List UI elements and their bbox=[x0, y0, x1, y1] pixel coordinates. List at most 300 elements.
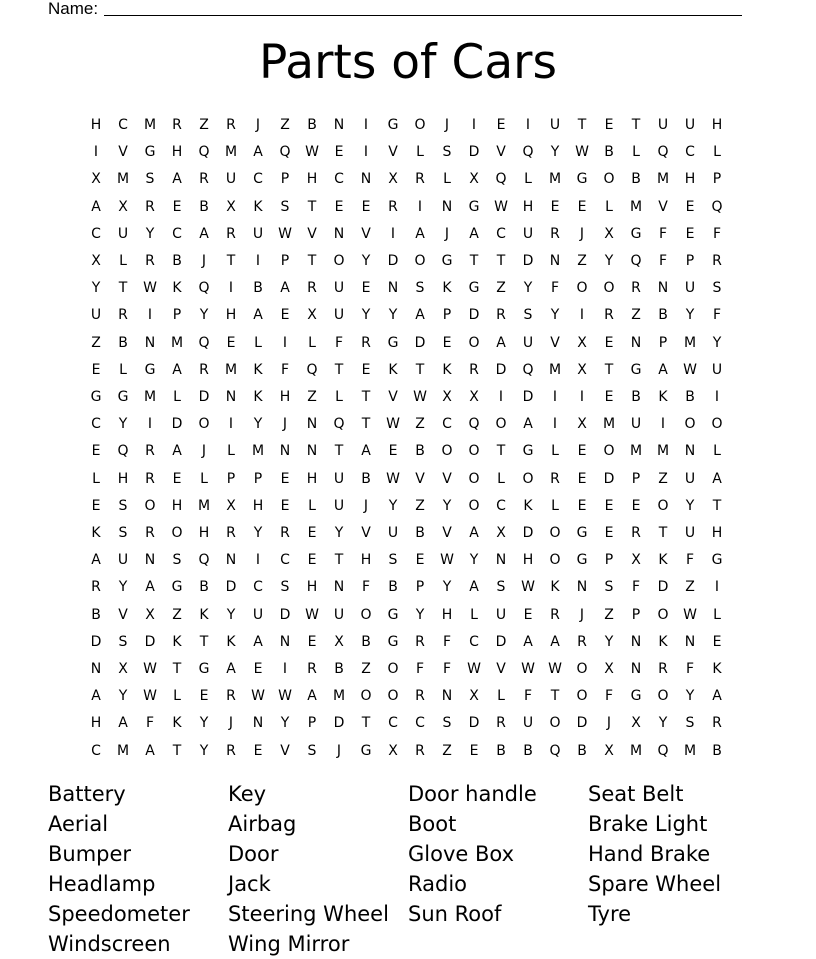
grid-letter: F bbox=[631, 579, 641, 596]
grid-letter: Y bbox=[604, 633, 614, 650]
grid-letter: M bbox=[143, 389, 157, 405]
grid-letter: A bbox=[226, 661, 236, 677]
grid-letter: H bbox=[90, 117, 102, 133]
grid-letter: Q bbox=[333, 416, 345, 433]
grid-letter: Y bbox=[253, 416, 263, 433]
grid-letter: M bbox=[629, 443, 643, 460]
grid-letter: M bbox=[629, 742, 643, 759]
grid-letter: A bbox=[91, 552, 101, 569]
grid-letter: Z bbox=[685, 579, 695, 596]
grid-letter: M bbox=[197, 497, 211, 514]
grid-letter: R bbox=[361, 334, 371, 351]
word-column bbox=[228, 779, 408, 959]
grid-letter: C bbox=[496, 225, 506, 242]
grid-letter: K bbox=[226, 633, 236, 650]
grid-letter: D bbox=[333, 715, 345, 732]
grid-letter: E bbox=[280, 307, 290, 324]
grid-letter: Q bbox=[198, 280, 210, 297]
grid-letter: S bbox=[307, 742, 317, 759]
grid-letter: M bbox=[683, 742, 697, 759]
grid-letter: L bbox=[632, 144, 640, 161]
grid-letter: E bbox=[91, 361, 101, 378]
grid-letter: E bbox=[91, 497, 101, 514]
grid-letter: D bbox=[468, 715, 480, 732]
grid-letter: P bbox=[685, 253, 695, 269]
grid-letter: G bbox=[630, 361, 642, 378]
grid-letter: X bbox=[469, 171, 479, 188]
grid-letter: I bbox=[390, 225, 396, 242]
grid-letter: U bbox=[549, 117, 561, 133]
grid-letter: U bbox=[117, 225, 129, 242]
grid-letter: N bbox=[306, 416, 318, 433]
grid-letter: B bbox=[91, 606, 101, 623]
grid-letter: J bbox=[579, 225, 585, 242]
grid-letter: B bbox=[496, 742, 506, 759]
grid-letter: I bbox=[255, 253, 261, 269]
grid-letter: N bbox=[684, 443, 696, 460]
grid-letter: Y bbox=[361, 307, 371, 324]
grid-letter: M bbox=[143, 117, 157, 133]
grid-letter: A bbox=[712, 688, 722, 705]
grid-letter: M bbox=[170, 334, 184, 351]
grid-letter: B bbox=[685, 389, 695, 405]
grid-letter: E bbox=[523, 606, 533, 623]
grid-letter: Y bbox=[91, 280, 101, 297]
grid-letter: W bbox=[143, 688, 157, 705]
grid-letter: A bbox=[145, 742, 155, 759]
grid-letter: O bbox=[360, 688, 372, 705]
grid-letter: L bbox=[308, 334, 316, 351]
grid-letter: A bbox=[523, 633, 533, 650]
grid-letter: E bbox=[604, 334, 614, 351]
grid-letter: N bbox=[549, 253, 561, 269]
grid-letter: Y bbox=[712, 334, 722, 351]
grid-letter: K bbox=[658, 633, 668, 650]
grid-letter: F bbox=[685, 661, 695, 677]
grid-letter: H bbox=[441, 606, 453, 623]
grid-letter: A bbox=[469, 225, 479, 242]
grid-letter: N bbox=[630, 334, 642, 351]
grid-letter: A bbox=[253, 144, 263, 161]
grid-letter: E bbox=[172, 470, 182, 487]
grid-letter: I bbox=[552, 416, 558, 433]
grid-letter: M bbox=[332, 688, 346, 705]
grid-letter: D bbox=[387, 253, 399, 269]
grid-letter: K bbox=[253, 361, 263, 378]
grid-letter: Q bbox=[549, 742, 561, 759]
grid-letter: F bbox=[361, 579, 371, 596]
grid-letter: R bbox=[307, 280, 317, 297]
grid-letter: H bbox=[306, 470, 318, 487]
grid-letter: I bbox=[579, 389, 585, 405]
grid-letter: Y bbox=[253, 525, 263, 541]
grid-letter: R bbox=[712, 253, 722, 269]
grid-letter: B bbox=[199, 198, 209, 215]
grid-letter: L bbox=[713, 443, 721, 460]
grid-letter: D bbox=[522, 389, 534, 405]
grid-letter: F bbox=[442, 661, 452, 677]
grid-letter: B bbox=[199, 579, 209, 596]
grid-letter: Y bbox=[199, 715, 209, 732]
grid-letter: W bbox=[521, 661, 535, 677]
grid-letter: S bbox=[712, 280, 722, 297]
grid-letter: A bbox=[172, 171, 182, 188]
grid-letter: T bbox=[172, 742, 182, 759]
grid-letter: Q bbox=[657, 144, 669, 161]
grid-letter: C bbox=[118, 117, 128, 133]
grid-letter: I bbox=[228, 280, 234, 297]
word-item: Seat Belt bbox=[588, 782, 684, 806]
grid-letter: Q bbox=[198, 552, 210, 569]
grid-letter: V bbox=[415, 470, 425, 487]
grid-letter: U bbox=[522, 334, 534, 351]
grid-letter: H bbox=[360, 552, 372, 569]
grid-letter: V bbox=[658, 198, 668, 215]
grid-letter: Y bbox=[118, 416, 128, 433]
grid-letter: T bbox=[199, 633, 209, 650]
grid-letter: H bbox=[522, 198, 534, 215]
grid-letter: O bbox=[576, 688, 588, 705]
grid-letter: B bbox=[712, 742, 722, 759]
grid-letter: Q bbox=[630, 253, 642, 269]
grid-letter: D bbox=[522, 253, 534, 269]
grid-letter: E bbox=[334, 144, 344, 161]
grid-letter: J bbox=[606, 715, 612, 732]
grid-letter: O bbox=[171, 525, 183, 541]
grid-letter: E bbox=[91, 443, 101, 460]
grid-letter: L bbox=[119, 361, 127, 378]
grid-letter: X bbox=[307, 307, 317, 324]
grid-letter: T bbox=[334, 361, 344, 378]
grid-letter: N bbox=[630, 661, 642, 677]
grid-letter: N bbox=[333, 579, 345, 596]
grid-letter: Y bbox=[199, 742, 209, 759]
grid-letter: L bbox=[443, 171, 451, 188]
grid-letter: M bbox=[224, 361, 238, 378]
grid-letter: U bbox=[225, 171, 237, 188]
grid-letter: I bbox=[282, 334, 288, 351]
grid-letter: G bbox=[144, 361, 156, 378]
grid-letter: R bbox=[631, 280, 641, 297]
grid-letter: T bbox=[361, 715, 371, 732]
grid-letter: T bbox=[172, 661, 182, 677]
grid-letter: H bbox=[225, 307, 237, 324]
grid-letter: P bbox=[442, 307, 452, 324]
grid-letter: Z bbox=[442, 742, 452, 759]
grid-letter: I bbox=[363, 144, 369, 161]
grid-letter: B bbox=[658, 307, 668, 324]
grid-letter: Y bbox=[118, 688, 128, 705]
grid-letter: E bbox=[334, 198, 344, 215]
grid-letter: S bbox=[442, 715, 452, 732]
grid-letter: S bbox=[172, 552, 182, 569]
grid-letter: Y bbox=[442, 497, 452, 514]
grid-letter: O bbox=[657, 497, 669, 514]
grid-letter: Y bbox=[685, 307, 695, 324]
grid-letter: V bbox=[388, 389, 398, 405]
grid-letter: N bbox=[333, 225, 345, 242]
grid-letter: P bbox=[280, 171, 290, 188]
grid-letter: R bbox=[550, 606, 560, 623]
word-item: Door handle bbox=[408, 782, 537, 806]
grid-letter: N bbox=[333, 117, 345, 133]
grid-letter: E bbox=[604, 497, 614, 514]
grid-letter: U bbox=[630, 416, 642, 433]
grid-letter: C bbox=[469, 633, 479, 650]
word-item: Speedometer bbox=[48, 902, 190, 926]
grid-letter: U bbox=[684, 117, 696, 133]
grid-letter: Y bbox=[145, 225, 155, 242]
grid-letter: U bbox=[522, 715, 534, 732]
grid-letter: D bbox=[279, 606, 291, 623]
grid-letter: B bbox=[334, 661, 344, 677]
grid-letter: W bbox=[143, 280, 157, 297]
grid-letter: O bbox=[468, 334, 480, 351]
grid-letter: N bbox=[657, 280, 669, 297]
grid-letter: G bbox=[117, 389, 129, 405]
grid-letter: D bbox=[144, 633, 156, 650]
grid-letter: R bbox=[145, 253, 155, 269]
grid-letter: V bbox=[496, 144, 506, 161]
word-item: Sun Roof bbox=[408, 902, 502, 926]
grid-letter: K bbox=[442, 280, 452, 297]
grid-letter: N bbox=[360, 171, 372, 188]
grid-letter: J bbox=[201, 443, 207, 460]
grid-letter: Z bbox=[604, 606, 614, 623]
grid-letter: U bbox=[333, 470, 345, 487]
grid-letter: X bbox=[145, 606, 155, 623]
grid-letter: X bbox=[226, 497, 236, 514]
word-item: Bumper bbox=[48, 842, 132, 866]
grid-letter: W bbox=[440, 552, 454, 569]
grid-letter: E bbox=[577, 470, 587, 487]
grid-letter: Y bbox=[442, 579, 452, 596]
grid-letter: Y bbox=[388, 307, 398, 324]
grid-letter: S bbox=[118, 497, 128, 514]
grid-letter: E bbox=[307, 633, 317, 650]
grid-letter: C bbox=[685, 144, 695, 161]
grid-letter: I bbox=[579, 307, 585, 324]
grid-letter: B bbox=[118, 334, 128, 351]
grid-letter: U bbox=[387, 525, 399, 541]
grid-letter: E bbox=[577, 443, 587, 460]
grid-letter: T bbox=[577, 117, 587, 133]
grid-letter: E bbox=[604, 117, 614, 133]
grid-letter: F bbox=[334, 334, 344, 351]
grid-letter: E bbox=[280, 497, 290, 514]
grid-letter: W bbox=[521, 579, 535, 596]
word-item: Aerial bbox=[48, 812, 109, 836]
grid-letter: E bbox=[172, 198, 182, 215]
grid-letter: R bbox=[550, 470, 560, 487]
grid-letter: R bbox=[658, 661, 668, 677]
grid-letter: Y bbox=[685, 497, 695, 514]
grid-letter: N bbox=[144, 334, 156, 351]
grid-letter: A bbox=[523, 416, 533, 433]
grid-letter: R bbox=[145, 198, 155, 215]
grid-letter: G bbox=[630, 225, 642, 242]
grid-letter: E bbox=[199, 688, 209, 705]
grid-letter: R bbox=[226, 742, 236, 759]
grid-letter: B bbox=[415, 525, 425, 541]
grid-letter: X bbox=[577, 416, 587, 433]
grid-letter: B bbox=[631, 389, 641, 405]
grid-letter: Q bbox=[522, 144, 534, 161]
grid-letter: D bbox=[171, 416, 183, 433]
grid-letter: K bbox=[388, 361, 398, 378]
grid-letter: R bbox=[172, 117, 182, 133]
grid-letter: O bbox=[522, 470, 534, 487]
grid-letter: S bbox=[496, 579, 506, 596]
grid-letter: F bbox=[415, 661, 425, 677]
grid-letter: X bbox=[577, 334, 587, 351]
grid-letter: B bbox=[523, 742, 533, 759]
grid-letter: V bbox=[550, 334, 560, 351]
grid-letter: L bbox=[335, 389, 343, 405]
grid-letter: N bbox=[630, 633, 642, 650]
grid-letter: N bbox=[684, 633, 696, 650]
grid-letter: A bbox=[145, 579, 155, 596]
grid-letter: A bbox=[415, 225, 425, 242]
grid-letter: R bbox=[415, 742, 425, 759]
word-item: Brake Light bbox=[588, 812, 708, 836]
grid-letter: F bbox=[550, 280, 560, 297]
grid-letter: X bbox=[388, 171, 398, 188]
grid-letter: L bbox=[497, 470, 505, 487]
grid-letter: A bbox=[118, 715, 128, 732]
grid-letter: E bbox=[550, 198, 560, 215]
grid-letter: U bbox=[333, 497, 345, 514]
grid-letter: N bbox=[441, 688, 453, 705]
grid-letter: F bbox=[604, 688, 614, 705]
grid-letter: K bbox=[442, 361, 452, 378]
grid-letter: V bbox=[361, 525, 371, 541]
grid-letter: M bbox=[224, 144, 238, 161]
grid-letter: Z bbox=[415, 497, 425, 514]
grid-letter: X bbox=[334, 633, 344, 650]
grid-letter: W bbox=[305, 606, 319, 623]
grid-letter: C bbox=[415, 715, 425, 732]
grid-letter: Q bbox=[198, 334, 210, 351]
grid-letter: H bbox=[711, 525, 723, 541]
grid-letter: O bbox=[198, 416, 210, 433]
grid-letter: E bbox=[685, 225, 695, 242]
grid-letter: C bbox=[388, 715, 398, 732]
grid-letter: I bbox=[147, 416, 153, 433]
name-label: Name: bbox=[48, 0, 99, 18]
grid-letter: R bbox=[415, 688, 425, 705]
grid-letter: Z bbox=[361, 661, 371, 677]
grid-letter: O bbox=[684, 416, 696, 433]
grid-letter: T bbox=[226, 253, 236, 269]
grid-letter: I bbox=[147, 307, 153, 324]
grid-letter: C bbox=[496, 497, 506, 514]
grid-letter: W bbox=[278, 688, 292, 705]
grid-letter: G bbox=[198, 661, 210, 677]
grid-letter: E bbox=[361, 361, 371, 378]
grid-letter: A bbox=[550, 633, 560, 650]
word-item: Door bbox=[228, 842, 279, 866]
grid-letter: R bbox=[91, 579, 101, 596]
grid-letter: U bbox=[333, 307, 345, 324]
grid-letter: P bbox=[658, 334, 668, 351]
grid-letter: R bbox=[415, 171, 425, 188]
grid-letter: Q bbox=[306, 361, 318, 378]
grid-letter: O bbox=[414, 117, 426, 133]
grid-letter: W bbox=[386, 416, 400, 433]
grid-letter: R bbox=[226, 525, 236, 541]
grid-letter: R bbox=[118, 307, 128, 324]
grid-letter: Q bbox=[279, 144, 291, 161]
grid-letter: O bbox=[576, 280, 588, 297]
grid-letter: Y bbox=[523, 280, 533, 297]
grid-letter: R bbox=[496, 715, 506, 732]
grid-letter: Z bbox=[172, 606, 182, 623]
grid-letter: M bbox=[656, 171, 670, 188]
grid-letter: G bbox=[387, 633, 399, 650]
grid-letter: V bbox=[280, 742, 290, 759]
grid-letter: Z bbox=[415, 416, 425, 433]
grid-letter: J bbox=[363, 497, 369, 514]
grid-letter: U bbox=[684, 470, 696, 487]
grid-letter: A bbox=[361, 443, 371, 460]
grid-letter: N bbox=[576, 579, 588, 596]
grid-letter: N bbox=[225, 389, 237, 405]
grid-letter: B bbox=[577, 742, 587, 759]
grid-letter: Y bbox=[118, 579, 128, 596]
grid-letter: K bbox=[712, 661, 722, 677]
grid-letter: E bbox=[307, 552, 317, 569]
grid-letter: O bbox=[360, 606, 372, 623]
grid-letter: X bbox=[91, 171, 101, 188]
grid-letter: O bbox=[495, 416, 507, 433]
grid-letter: I bbox=[93, 144, 99, 161]
grid-letter: H bbox=[90, 715, 102, 732]
grid-letter: G bbox=[576, 525, 588, 541]
grid-letter: V bbox=[118, 144, 128, 161]
grid-letter: T bbox=[361, 389, 371, 405]
grid-letter: Z bbox=[307, 389, 317, 405]
grid-letter: G bbox=[171, 579, 183, 596]
grid-letter: J bbox=[201, 253, 207, 269]
grid-letter: L bbox=[173, 389, 181, 405]
grid-letter: J bbox=[579, 606, 585, 623]
grid-letter: E bbox=[577, 497, 587, 514]
grid-letter: U bbox=[252, 225, 264, 242]
grid-letter: Y bbox=[604, 253, 614, 269]
grid-letter: P bbox=[253, 470, 263, 487]
word-item: Steering Wheel bbox=[228, 902, 389, 926]
word-item: Windscreen bbox=[48, 932, 171, 956]
grid-letter: C bbox=[253, 171, 263, 188]
grid-letter: V bbox=[307, 225, 317, 242]
grid-letter: O bbox=[549, 552, 561, 569]
grid-letter: H bbox=[198, 525, 210, 541]
grid-letter: A bbox=[199, 225, 209, 242]
grid-letter: X bbox=[469, 688, 479, 705]
grid-letter: P bbox=[415, 579, 425, 596]
grid-letter: I bbox=[228, 416, 234, 433]
grid-letter: T bbox=[361, 416, 371, 433]
grid-letter: K bbox=[172, 280, 182, 297]
grid-letter: O bbox=[387, 688, 399, 705]
grid-letter: R bbox=[469, 361, 479, 378]
grid-letter: A bbox=[280, 280, 290, 297]
word-item: Wing Mirror bbox=[228, 932, 350, 956]
grid-letter: W bbox=[683, 361, 697, 378]
word-item: Jack bbox=[228, 872, 271, 896]
grid-letter: L bbox=[524, 171, 532, 188]
